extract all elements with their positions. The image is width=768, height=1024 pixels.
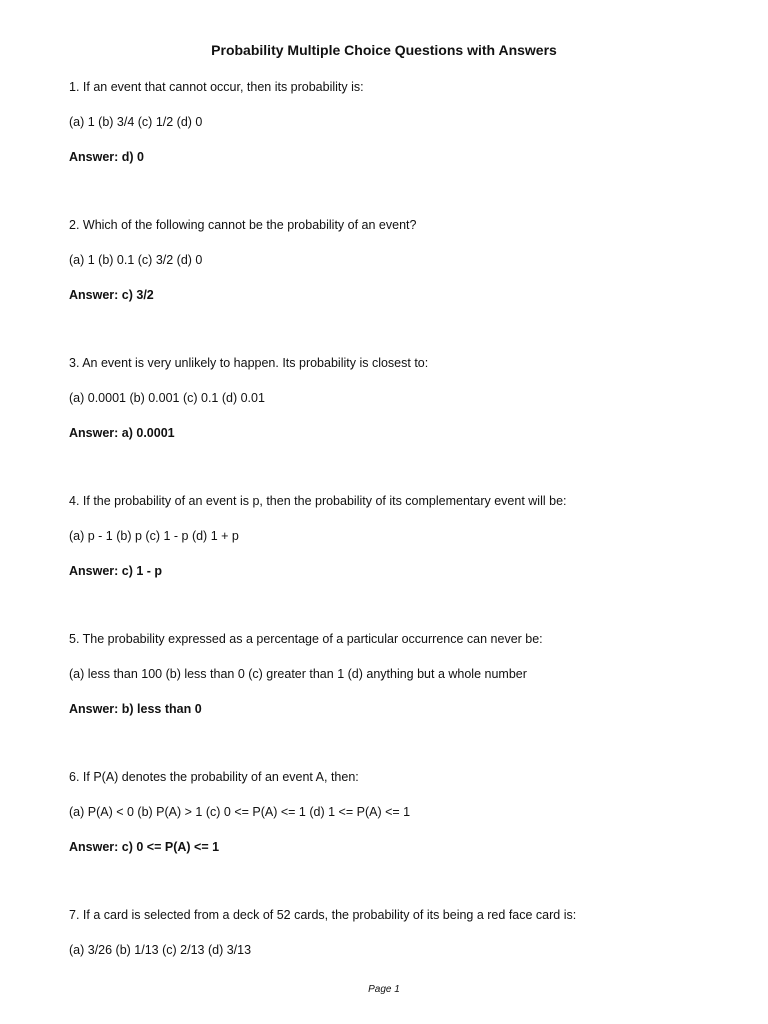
question-text: 7. If a card is selected from a deck of 52 cards, the probability of its being a red face card is: [69, 908, 577, 922]
question-options: (a) 0.0001 (b) 0.001 (c) 0.1 (d) 0.01 [69, 391, 265, 405]
question-options: (a) p - 1 (b) p (c) 1 - p (d) 1 + p [69, 529, 239, 543]
question-options: (a) P(A) < 0 (b) P(A) > 1 (c) 0 <= P(A) <= 1 (d) 1 <= P(A) <= 1 [69, 805, 411, 819]
document-title: Probability Multiple Choice Questions with Answers [211, 42, 557, 58]
question-answer: Answer: c) 3/2 [69, 288, 154, 302]
question-text: 2. Which of the following cannot be the probability of an event? [69, 218, 417, 232]
question-options: (a) 3/26 (b) 1/13 (c) 2/13 (d) 3/13 [69, 943, 252, 957]
page-number: Page 1 [368, 984, 400, 995]
question-text: 4. If the probability of an event is p, then the probability of its complementary event will be: [69, 494, 567, 508]
question-answer: Answer: c) 1 - p [69, 564, 163, 578]
question-text: 3. An event is very unlikely to happen. Its probability is closest to: [69, 356, 429, 370]
question-text: 5. The probability expressed as a percentage of a particular occurrence can never be: [69, 632, 543, 646]
question-answer: Answer: b) less than 0 [69, 702, 202, 716]
question-answer: Answer: c) 0 <= P(A) <= 1 [69, 840, 220, 854]
question-text: 6. If P(A) denotes the probability of an event A, then: [69, 770, 359, 784]
question-options: (a) 1 (b) 3/4 (c) 1/2 (d) 0 [69, 115, 203, 129]
question-answer: Answer: a) 0.0001 [69, 426, 175, 440]
question-options: (a) 1 (b) 0.1 (c) 3/2 (d) 0 [69, 253, 203, 267]
question-answer: Answer: d) 0 [69, 150, 145, 164]
question-text: 1. If an event that cannot occur, then its probability is: [69, 80, 364, 94]
question-options: (a) less than 100 (b) less than 0 (c) greater than 1 (d) anything but a whole number [69, 667, 527, 681]
